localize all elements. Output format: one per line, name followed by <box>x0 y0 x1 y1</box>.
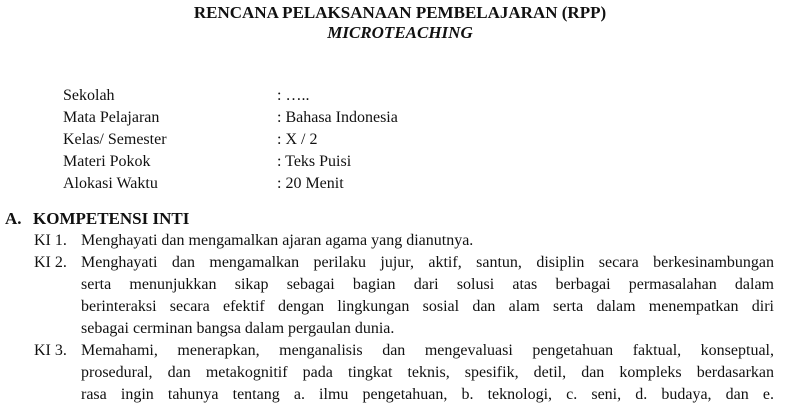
identity-value: : X / 2 <box>277 131 318 148</box>
document-subtitle: MICROTEACHING <box>327 23 473 42</box>
ki-text-line: berinteraksi secara efektif dengan lingkungan sosial dan alam serta dalam menempatkan diri <box>81 298 774 315</box>
ki-text <box>81 252 774 340</box>
identity-label: Alokasi Waktu <box>63 175 158 192</box>
identity-value: : 20 Menit <box>277 175 344 192</box>
ki-text <box>81 230 774 252</box>
identity-value: : ….. <box>277 87 310 104</box>
section-letter: A. <box>5 209 22 228</box>
identity-label: Sekolah <box>63 87 115 104</box>
identity-value: : Teks Puisi <box>277 153 352 170</box>
ki-label: KI 2. <box>34 254 67 271</box>
section-title: KOMPETENSI INTI <box>33 209 190 228</box>
ki-text-line: Menghayati dan mengamalkan ajaran agama yang dianutnya. <box>81 232 474 249</box>
identity-value: : Bahasa Indonesia <box>277 109 398 126</box>
identity-label: Mata Pelajaran <box>63 109 160 126</box>
ki-text-line: rasa ingin tahunya tentang a. ilmu pengetahuan, b. teknologi, c. seni, d. budaya, dan e. <box>81 386 774 403</box>
identity-label: Kelas/ Semester <box>63 131 167 148</box>
ki-label: KI 3. <box>34 342 67 359</box>
section-heading-kompetensi-inti <box>5 208 189 230</box>
ki-text-line: sebagai cerminan bangsa dalam pergaulan dunia. <box>81 320 395 337</box>
ki-text <box>81 340 774 406</box>
ki-text-line: prosedural, dan metakognitif pada tingkat teknis, spesifik, detil, dan kompleks berdasarkan <box>81 364 774 381</box>
document-title: RENCANA PELAKSANAAN PEMBELAJARAN (RPP) <box>193 3 607 22</box>
ki-text-line: Menghayati dan mengamalkan perilaku jujur, aktif, santun, disiplin secara berkesinambungan <box>81 254 774 271</box>
ki-text-line: serta menunjukkan sikap sebagai bagian dari solusi atas berbagai permasalahan dalam <box>81 276 774 293</box>
ki-text-line: Memahami, menerapkan, menganalisis dan mengevaluasi pengetahuan faktual, konseptual, <box>81 342 774 359</box>
identity-label: Materi Pokok <box>63 153 151 170</box>
ki-label: KI 1. <box>34 232 67 249</box>
